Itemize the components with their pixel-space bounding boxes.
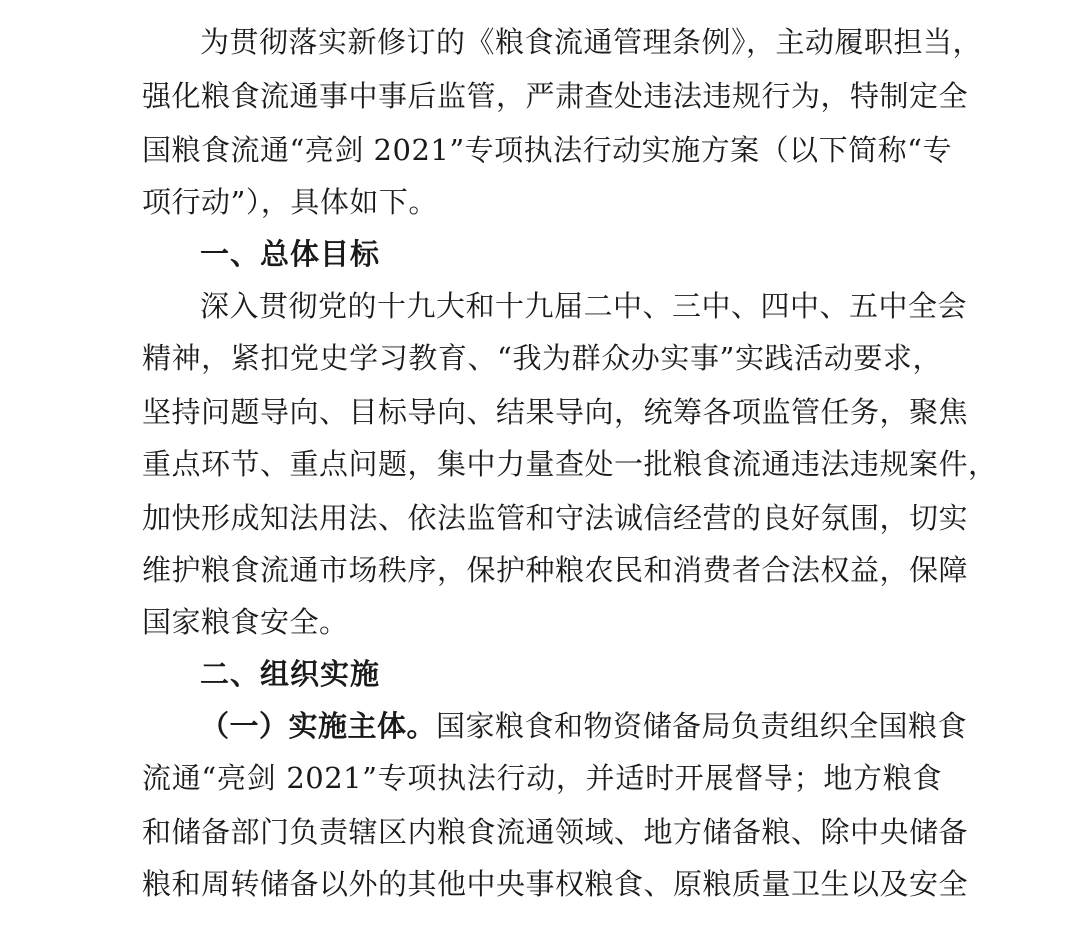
section1-line-2: 精神，紧扣党史学习教育、“我为群众办实事”实践活动要求， <box>142 341 942 375</box>
section1-line-4: 重点环节、重点问题，集中力量查处一批粮食流通违法违规案件， <box>142 447 998 481</box>
subsection1-line-2: 流通“亮剑 2021”专项执法行动，并适时开展督导；地方粮食 <box>142 761 942 795</box>
intro-line-1: 为贯彻落实新修订的《粮食流通管理条例》，主动履职担当， <box>200 25 983 59</box>
section1-line-3: 坚持问题导向、目标导向、结果导向，统筹各项监管任务，聚焦 <box>142 395 969 429</box>
intro-line-3: 国粮食流通“亮剑 2021”专项执法行动实施方案（以下简称“专 <box>142 133 952 167</box>
subsection1-first-line-text: 国家粮食和物资储备局负责组织全国粮食 <box>436 709 968 743</box>
intro-line-4: 项行动”），具体如下。 <box>142 185 438 219</box>
section1-line-6: 维护粮食流通市场秩序，保护种粮农民和消费者合法权益，保障 <box>142 553 969 587</box>
section-heading-organization: 二、组织实施 <box>200 657 381 691</box>
section1-line-7: 国家粮食安全。 <box>142 605 349 639</box>
intro-line-2: 强化粮食流通事中事后监管，严肃查处违法违规行为，特制定全 <box>142 79 969 113</box>
subsection1-line-3: 和储备部门负责辖区内粮食流通领域、地方储备粮、除中央储备 <box>142 815 969 849</box>
subsection1-label: （一）实施主体。 <box>200 709 437 743</box>
section1-line-1: 深入贯彻党的十九大和十九届二中、三中、四中、五中全会 <box>200 289 968 323</box>
section-heading-overall-goals: 一、总体目标 <box>200 237 381 271</box>
subsection1-first-line <box>200 698 968 754</box>
subsection1-line-4: 粮和周转储备以外的其他中央事权粮食、原粮质量卫生以及安全 <box>142 867 969 901</box>
section1-line-5: 加快形成知法用法、依法监管和守法诚信经营的良好氛围，切实 <box>142 501 969 535</box>
